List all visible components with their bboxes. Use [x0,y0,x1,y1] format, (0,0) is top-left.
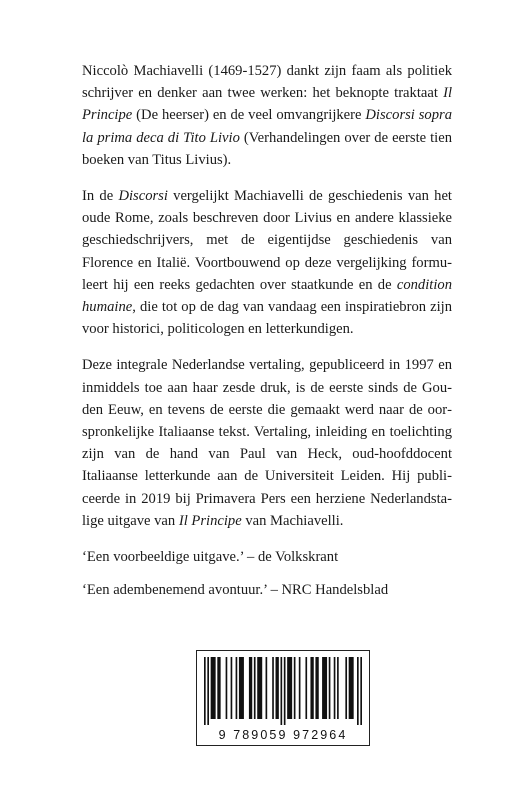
barcode-bar [337,657,339,719]
blurb-paragraph-3: Deze integrale Nederlandse vertaling, gepubliceerd in 1997 en inmiddels toe aan haar zesde druk, is de eerste sinds de Gouden Eeuw, en tevens de eerste die gemaakt werd naar de oorspronkelijke Italiaanse tekst. Vertaling, inleiding en toelichting zijn van de hand van Paul van Heck, oud-hoofddocent Italiaanse letterkunde aan de Universiteit Leiden. Hij publiceerde in 2019 bij Primavera Pers een herziene Nederlandstalige uitgave van Il Principe van Machiavelli. [82,357,452,529]
barcode-bar [310,657,313,719]
isbn-barcode [196,650,370,746]
barcode-bar [345,657,347,719]
blurb-paragraph-1: Niccolò Machiavelli (1469-1527) dankt zijn faam als politiek schrijver en denker aan twee werken: het beknopte traktaat Il Principe (De heerser) en de veel omvangrijkere Discorsi sopra la prima deca di Tito Livio (Verhandelingen over de eerste tien boeken van Titus Livius). [82,63,453,168]
barcode-bar [254,657,256,719]
barcode-bar [299,657,301,719]
blurb-text [82,60,452,612]
barcode-guard-bar [281,657,283,725]
barcode-guard-bar [207,657,209,725]
barcode-bar [236,657,238,719]
review-quote-nrc: ‘Een adembenemend avontuur.’ – NRC Handelsblad [82,582,389,599]
barcode-bar [322,657,327,719]
barcode-bar [231,657,233,719]
barcode-bar [334,657,336,719]
barcode-guard-bar [357,657,359,725]
barcode-bar [211,657,216,719]
barcode-bar [287,657,292,719]
barcode-bar [349,657,354,719]
barcode-bar [272,657,274,719]
barcode-bars [204,657,362,725]
barcode-bar [294,657,296,719]
barcode-bar [276,657,279,719]
barcode-bar [305,657,307,719]
barcode-bar [217,657,220,719]
review-quote-volkskrant: ‘Een voorbeeldige uitgave.’ – de Volkskrant [82,549,339,566]
barcode-bar [226,657,228,719]
barcode-bar [266,657,268,719]
blurb-paragraph-2: In de Discorsi vergelijkt Machiavelli de geschiedenis van het oude Rome, zoals beschreven door Livius en andere klassieke geschiedschrijvers, met de eigentijdse geschiedenis van Florence en Italië. Voortbouwend op deze vergelijking formuleert hij een reeks gedachten over staatkunde en de condition humaine, die tot op de dag van vandaag een inspiratiebron zijn voor historici, politicologen en letterkundigen. [82,188,452,338]
barcode-bar [257,657,262,719]
barcode-guard-bar [360,657,362,725]
barcode-bar [329,657,331,719]
barcode-bar [239,657,244,719]
barcode-bar [315,657,318,719]
barcode-bar [249,657,252,719]
barcode-guard-bar [204,657,206,725]
barcode-guard-bar [284,657,286,725]
isbn-number: 9 789059 972964 [218,728,348,742]
